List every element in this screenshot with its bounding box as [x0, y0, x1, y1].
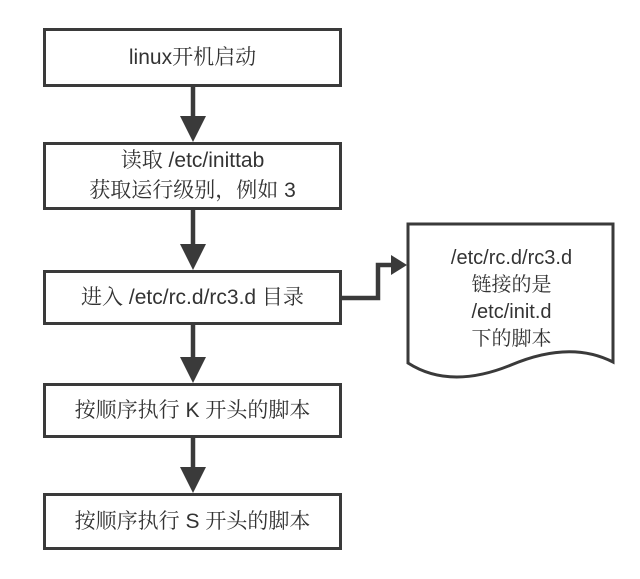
flow-arrow-3 — [180, 325, 206, 383]
step-label-line: 获取运行级别，例如 3 — [89, 179, 296, 202]
step-label: 按顺序执行 S 开头的脚本 — [74, 509, 311, 533]
document-note-line: /etc/rc.d/rc3.d — [450, 247, 573, 269]
step-label-line: 读取 /etc/inittab — [120, 149, 265, 172]
connector-arrow-to-document — [342, 255, 407, 298]
flow-arrow-1 — [180, 87, 206, 142]
document-note-line: 链接的是 — [471, 274, 552, 296]
step-run-k-scripts — [43, 383, 342, 438]
step-label: 进入 /etc/rc.d/rc3.d 目录 — [81, 285, 304, 309]
flow-arrow-4 — [180, 438, 206, 493]
step-run-s-scripts — [43, 493, 342, 550]
document-note-line: /etc/init.d — [471, 301, 552, 323]
flow-arrow-2 — [180, 210, 206, 270]
step-linux-boot — [43, 28, 342, 87]
step-label: 按顺序执行 K 开头的脚本 — [74, 398, 311, 422]
document-note-text — [408, 245, 615, 353]
step-enter-rc3d — [43, 270, 342, 325]
step-label: linux开机启动 — [128, 45, 257, 69]
document-note-line: 下的脚本 — [471, 328, 552, 350]
step-read-inittab — [43, 142, 342, 210]
